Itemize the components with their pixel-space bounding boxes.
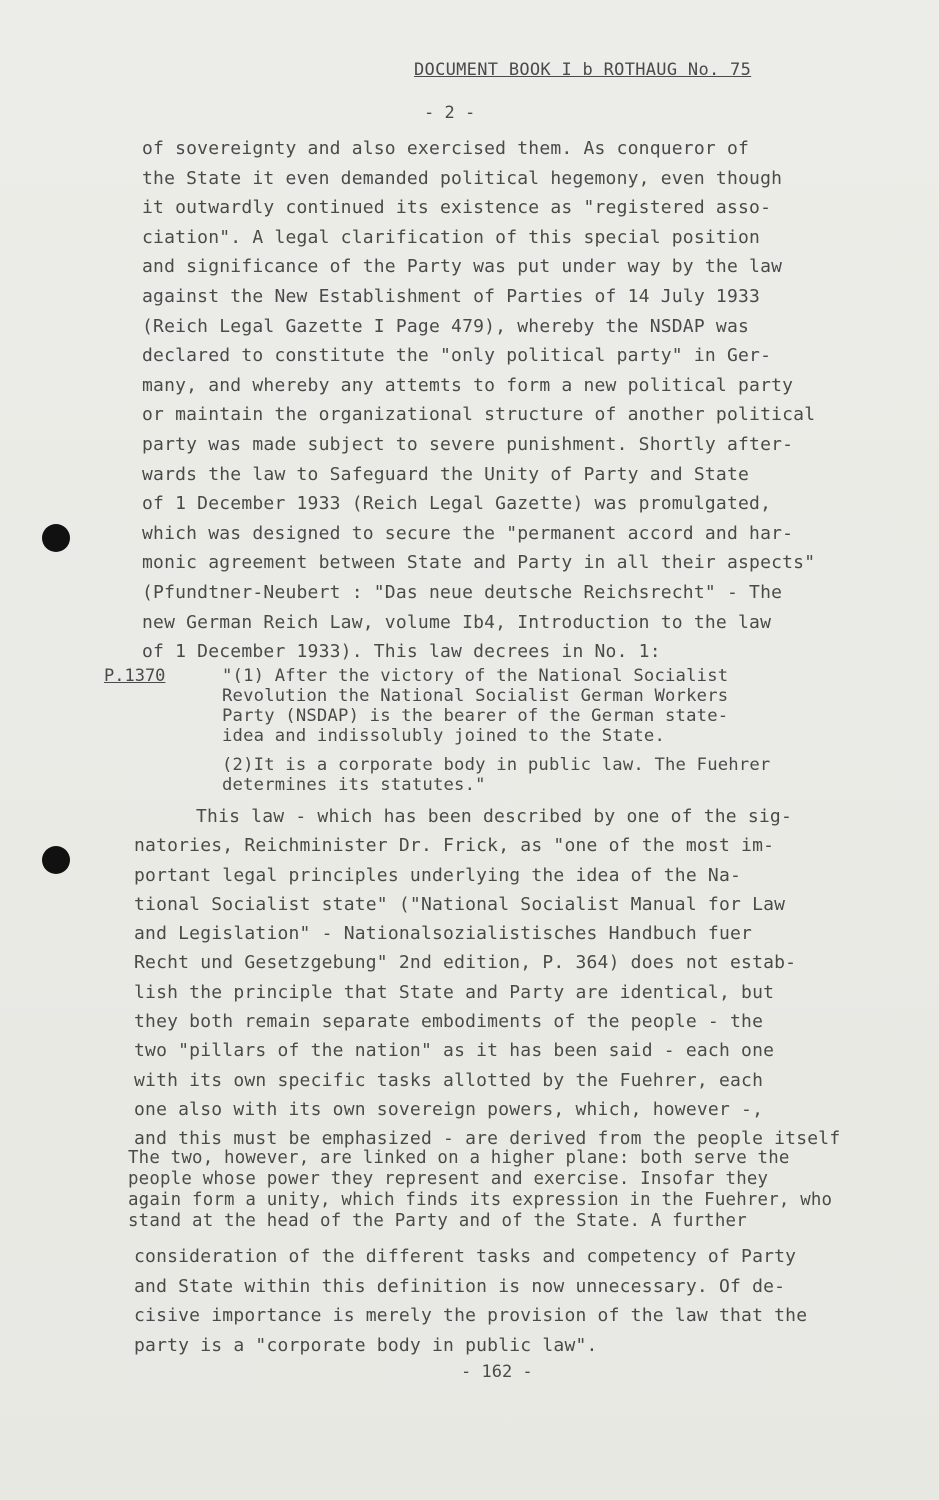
text-line: two "pillars of the nation" as it has been said - each one [134, 1040, 775, 1062]
text-line: which was designed to secure the "permanent accord and har- [142, 522, 794, 544]
text-line: cisive importance is merely the provision of the law that the [134, 1305, 808, 1327]
body-paragraph [142, 134, 815, 667]
text-line: it outwardly continued its existence as "registered asso- [142, 197, 772, 219]
text-line: people whose power they represent and exercise. Insofar they [128, 1169, 769, 1189]
text-line: one also with its own sovereign powers, which, however -, [134, 1098, 764, 1120]
text-line: of sovereignty and also exercised them. As conqueror of [142, 138, 750, 159]
text-line: stand at the head of the Party and of the State. A further [128, 1211, 747, 1231]
quote-line: determines its statutes." [222, 775, 486, 795]
text-line: again form a unity, which finds its expression in the Fuehrer, who [128, 1190, 833, 1210]
text-line: ciation". A legal clarification of this special position [142, 226, 761, 248]
text-line: the State it even demanded political hegemony, even though [142, 167, 783, 189]
text-line: declared to constitute the "only political party" in Ger- [142, 345, 772, 367]
document-reference: DOCUMENT BOOK I b ROTHAUG No. 75 [414, 60, 752, 80]
quote-line: (2)It is a corporate body in public law. The Fuehrer [222, 755, 771, 775]
text-line: of 1 December 1933). This law decrees in No. 1: [142, 641, 661, 663]
text-line: natories, Reichminister Dr. Frick, as "one of the most im- [134, 835, 775, 857]
text-line: new German Reich Law, volume Ib4, Introduction to the law [142, 611, 772, 633]
text-line: (Pfundtner-Neubert : "Das neue deutsche Reichsrecht" - The [142, 581, 783, 603]
text-line: they both remain separate embodiments of the people - the [134, 1011, 764, 1033]
page-number-bottom: - 162 - [461, 1362, 533, 1382]
text-line: and significance of the Party was put under way by the law [142, 256, 783, 278]
quote-line: idea and indissolubly joined to the State. [222, 726, 666, 746]
text-line: and Legislation" - Nationalsozialistisches Handbuch fuer [134, 923, 753, 945]
text-line: Recht und Gesetzgebung" 2nd edition, P. 364) does not estab- [134, 952, 797, 974]
text-line: party was made subject to severe punishment. Shortly after- [142, 433, 794, 455]
quote-line: Revolution the National Socialist German Workers [222, 686, 729, 706]
text-line: or maintain the organizational structure of another political [142, 404, 816, 426]
text-line: consideration of the different tasks and competency of Party [134, 1246, 797, 1267]
text-line: portant legal principles underlying the idea of the Na- [134, 864, 742, 886]
page-number-top: - 2 - [424, 103, 476, 123]
punch-hole [42, 524, 70, 552]
text-line: The two, however, are linked on a higher plane: both serve the [128, 1148, 790, 1168]
text-line: monic agreement between State and Party in all their aspects" [142, 552, 816, 574]
text-line: lish the principle that State and Party are identical, but [134, 981, 775, 1003]
law-quotation [222, 666, 770, 795]
text-line: of 1 December 1933 (Reich Legal Gazette) was promulgated, [142, 493, 772, 515]
text-line: wards the law to Safeguard the Unity of Party and State [142, 463, 750, 485]
text-line: against the New Establishment of Parties of 14 July 1933 [142, 285, 761, 307]
text-line: party is a "corporate body in public law". [134, 1334, 598, 1356]
text-line: (Reich Legal Gazette I Page 479), whereby the NSDAP was [142, 315, 750, 337]
quote-line: "(1) After the victory of the National Socialist [222, 666, 729, 686]
punch-hole [42, 846, 70, 874]
text-line: This law - which has been described by one of the sig- [196, 806, 792, 827]
text-line: tional Socialist state" ("National Socialist Manual for Law [134, 893, 786, 915]
text-line: with its own specific tasks allotted by the Fuehrer, each [134, 1069, 764, 1091]
quote-line: Party (NSDAP) is the bearer of the German state- [222, 706, 729, 726]
exhibit-reference: P.1370 [104, 666, 166, 686]
typed-insertion [128, 1148, 832, 1232]
commentary-paragraph [134, 802, 840, 1154]
text-line: and this must be emphasized - are derived from the people itself [134, 1128, 841, 1150]
text-line: many, and whereby any attemts to form a new political party [142, 374, 794, 396]
closing-paragraph [134, 1242, 807, 1360]
text-line: and State within this definition is now unnecessary. Of de- [134, 1275, 786, 1297]
